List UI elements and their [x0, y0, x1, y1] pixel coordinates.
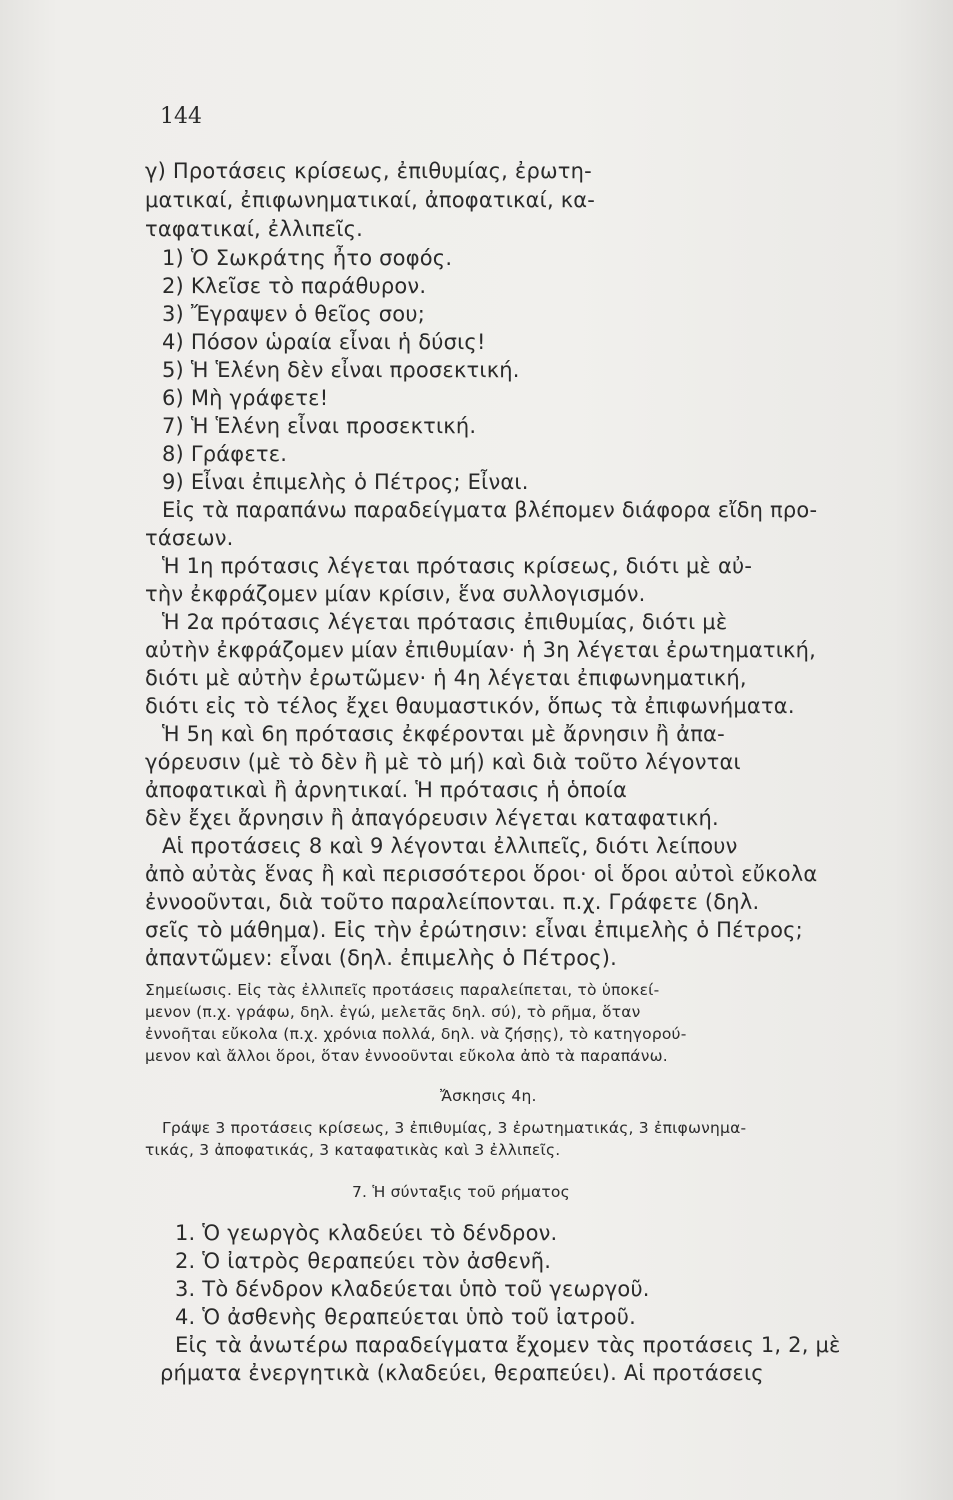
body-line: Ἡ 1η πρότασις λέγεται πρότασις κρίσεως, διότι μὲ αὐ-	[162, 554, 753, 578]
section-example-line: 4. Ὁ ἀσθενὴς θεραπεύεται ὑπὸ τοῦ ἰατροῦ.	[175, 1305, 636, 1329]
body-line: αὐτὴν ἐκφράζομεν μίαν ἐπιθυμίαν· ἡ 3η λέγεται ἐρωτηματική,	[145, 638, 816, 662]
section-example-line: 2. Ὁ ἰατρὸς θεραπεύει τὸν ἀσθενῆ.	[175, 1249, 552, 1273]
note-line: μενον (π.χ. γράφω, δηλ. ἐγώ, μελετᾶς δηλ. σύ), τὸ ρῆμα, ὅταν	[145, 1003, 641, 1021]
exercise-line: τικάς, 3 ἀποφατικάς, 3 καταφατικὰς καὶ 3 ἐλλιπεῖς.	[145, 1141, 561, 1159]
example-line: 3) Ἔγραψεν ὁ θεῖος σου;	[162, 302, 425, 326]
section-example-line: 1. Ὁ γεωργὸς κλαδεύει τὸ δένδρον.	[175, 1221, 558, 1245]
body-line: γ) Προτάσεις κρίσεως, ἐπιθυμίας, ἐρωτη-	[145, 159, 592, 183]
section-example-line: 3. Τὸ δένδρον κλαδεύεται ὑπὸ τοῦ γεωργοῦ.	[175, 1277, 650, 1301]
body-line: δὲν ἔχει ἄρνησιν ἢ ἀπαγόρευσιν λέγεται καταφατική.	[145, 806, 719, 830]
body-line: Ἡ 5η καὶ 6η πρότασις ἐκφέρονται μὲ ἄρνησιν ἢ ἀπα-	[162, 722, 725, 746]
page-gutter-shadow	[893, 0, 953, 1500]
example-line: 8) Γράφετε.	[162, 442, 288, 466]
body-line: Ἡ 2α πρότασις λέγεται πρότασις ἐπιθυμίας, διότι μὲ	[162, 610, 728, 634]
page-number: 144	[160, 104, 202, 129]
body-line: ματικαί, ἐπιφωνηματικαί, ἀποφατικαί, κα-	[145, 188, 596, 212]
body-line: τάσεων.	[145, 526, 234, 550]
note-line: Σημείωσις. Εἰς τὰς ἐλλιπεῖς προτάσεις παραλείπεται, τὸ ὑποκεί-	[145, 981, 660, 999]
example-line: 7) Ἡ Ἑλένη εἶναι προσεκτική.	[162, 414, 477, 438]
body-line: ἀπὸ αὐτὰς ἕνας ἢ καὶ περισσότεροι ὅροι· οἱ ὅροι αὐτοὶ εὔκολα	[145, 862, 818, 886]
body-line: ἀπαντῶμεν: εἶναι (δηλ. ἐπιμελὴς ὁ Πέτρος).	[145, 946, 618, 970]
example-line: 2) Κλεῖσε τὸ παράθυρον.	[162, 274, 427, 298]
body-line: γόρευσιν (μὲ τὸ δὲν ἢ μὲ τὸ μή) καὶ διὰ τοῦτο λέγονται	[145, 750, 741, 774]
example-line: 9) Εἶναι ἐπιμελὴς ὁ Πέτρος; Εἶναι.	[162, 470, 529, 494]
exercise-line: Γράψε 3 προτάσεις κρίσεως, 3 ἐπιθυμίας, 3 ἐρωτηματικάς, 3 ἐπιφωνημα-	[162, 1119, 747, 1137]
section-body-line: ρήματα ἐνεργητικὰ (κλαδεύει, θεραπεύει). Αἱ προτάσεις	[160, 1361, 764, 1385]
body-line: σεῖς τὸ μάθημα). Εἰς τὴν ἐρώτησιν: εἶναι ἐπιμελὴς ὁ Πέτρος;	[145, 918, 803, 942]
example-line: 4) Πόσον ὡραία εἶναι ἡ δύσις!	[162, 330, 486, 354]
section-title: 7. Ἡ σύνταξις τοῦ ρήματος	[352, 1183, 570, 1201]
body-line: ἐννοοῦνται, διὰ τοῦτο παραλείπονται. π.χ. Γράφετε (δηλ.	[145, 890, 760, 914]
body-line: ἀποφατικαὶ ἢ ἀρνητικαί. Ἡ πρότασις ἡ ὁποία	[145, 778, 628, 802]
section-body-line: Εἰς τὰ ἀνωτέρω παραδείγματα ἔχομεν τὰς προτάσεις 1, 2, μὲ	[175, 1333, 841, 1357]
body-line: διότι μὲ αὐτὴν ἐρωτῶμεν· ἡ 4η λέγεται ἐπιφωνηματική,	[145, 666, 747, 690]
example-line: 1) Ὁ Σωκράτης ἦτο σοφός.	[162, 246, 453, 270]
note-line: ἐννοῆται εὔκολα (π.χ. χρόνια πολλά, δηλ. νὰ ζήσῃς), τὸ κατηγορού-	[145, 1025, 687, 1043]
body-line: ταφατικαί, ἐλλιπεῖς.	[145, 217, 364, 241]
example-line: 6) Μὴ γράφετε!	[162, 386, 329, 410]
body-line: Αἱ προτάσεις 8 καὶ 9 λέγονται ἐλλιπεῖς, διότι λείπουν	[162, 834, 738, 858]
body-line: τὴν ἐκφράζομεν μίαν κρίσιν, ἕνα συλλογισμόν.	[145, 582, 646, 606]
body-line: Εἰς τὰ παραπάνω παραδείγματα βλέπομεν διάφορα εἴδη προ-	[162, 498, 818, 522]
body-line: διότι εἰς τὸ τέλος ἔχει θαυμαστικόν, ὅπως τὰ ἐπιφωνήματα.	[145, 694, 795, 718]
exercise-title: Ἄσκησις 4η.	[440, 1087, 537, 1105]
note-line: μενον καὶ ἄλλοι ὅροι, ὅταν ἐννοοῦνται εὔκολα ἀπὸ τὰ παραπάνω.	[145, 1047, 668, 1065]
example-line: 5) Ἡ Ἑλένη δὲν εἶναι προσεκτική.	[162, 358, 520, 382]
